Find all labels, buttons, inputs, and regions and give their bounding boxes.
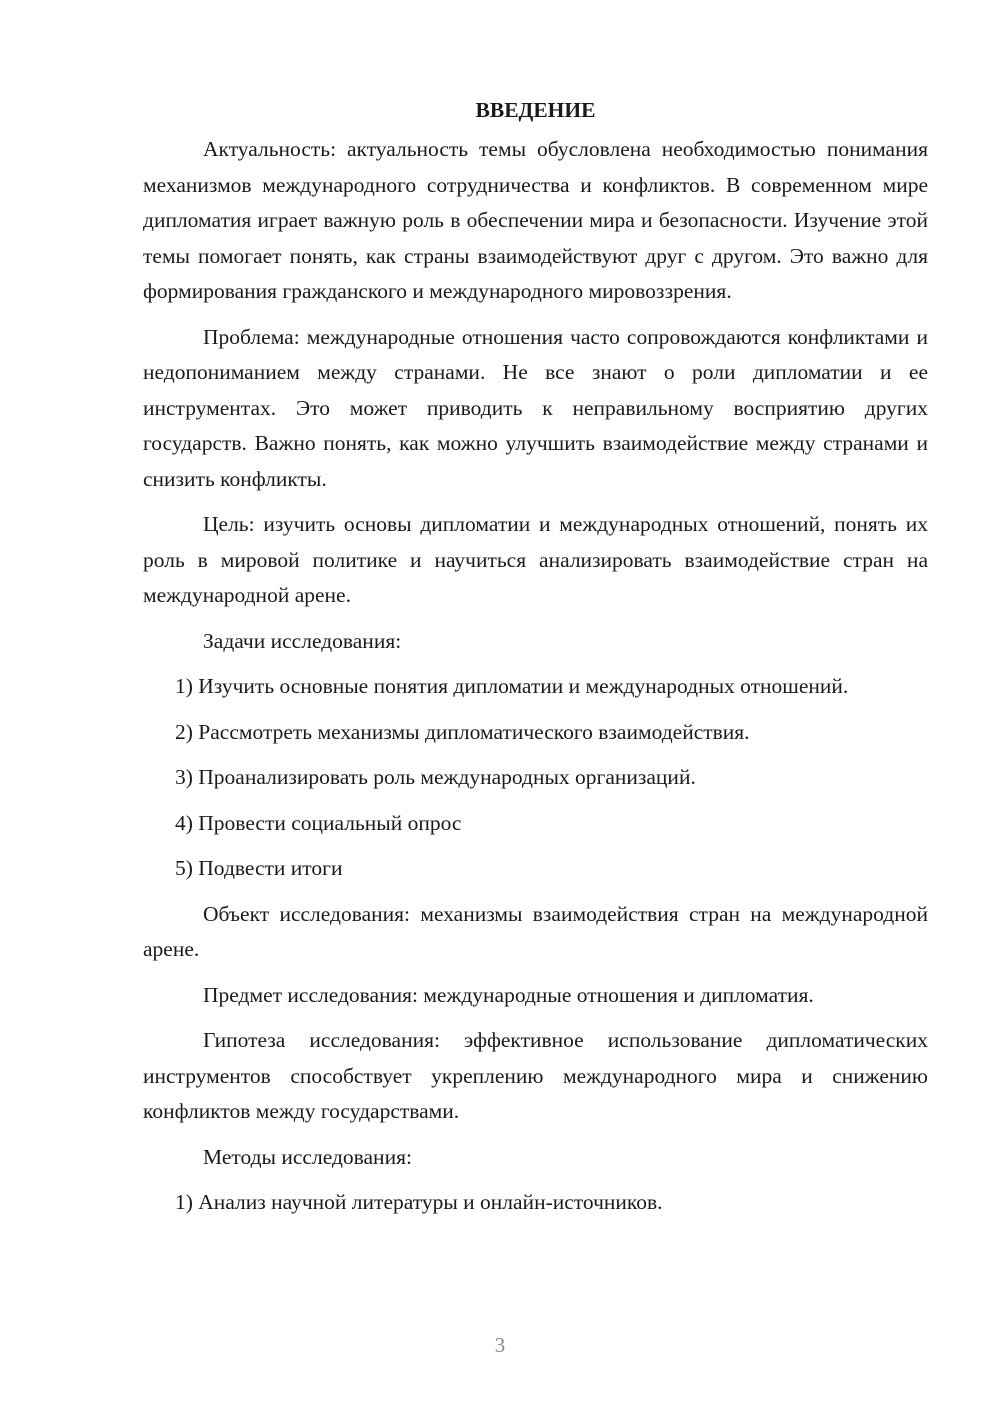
- paragraph-relevance: Актуальность: актуальность темы обусловлена необходимостью понимания механизмов международного сотрудничества и конфликтов. В современном мире дипломатия играет важную роль в обеспечении мира и безопасности. Изучение этой темы помогает понять, как страны взаимодействуют друг с другом. Это важно для формирования гражданского и международного мировоззрения.: [143, 137, 928, 303]
- paragraph-problem: Проблема: международные отношения часто сопровождаются конфликтами и недопониманием между странами. Не все знают о роли дипломатии и ее инструментах. Это может приводить к неправильному восприятию других государств. Важно понять, как можно улучшить взаимодействие между странами и снизить конфликты.: [143, 324, 928, 491]
- page-content: [143, 93, 928, 1221]
- paragraph-subject: Предмет исследования: международные отношения и дипломатия.: [203, 982, 814, 1007]
- task-item-2: 2) Рассмотреть механизмы дипломатического взаимодействия.: [175, 719, 750, 744]
- task-item-3: 3) Проанализировать роль международных организаций.: [175, 765, 696, 789]
- methods-heading: Методы исследования:: [203, 1144, 412, 1169]
- paragraph-hypothesis: Гипотеза исследования: эффективное использование дипломатических инструментов способствует укреплению международного мира и снижению конфликтов между государствами.: [143, 1028, 928, 1123]
- paragraph-goal: Цель: изучить основы дипломатии и международных отношений, понять их роль в мировой политике и научиться анализировать взаимодействие стран на международной арене.: [143, 512, 928, 607]
- section-title: ВВЕДЕНИЕ: [475, 98, 596, 122]
- tasks-heading: Задачи исследования:: [203, 628, 402, 653]
- paragraph-object: Объект исследования: механизмы взаимодействия стран на международной арене.: [143, 901, 928, 961]
- task-item-4: 4) Провести социальный опрос: [175, 810, 462, 835]
- task-item-1: 1) Изучить основные понятия дипломатии и международных отношений.: [175, 674, 849, 698]
- page-number: 3: [494, 1333, 506, 1357]
- method-item-1: 1) Анализ научной литературы и онлайн-источников.: [175, 1190, 663, 1214]
- task-item-5: 5) Подвести итоги: [175, 856, 343, 880]
